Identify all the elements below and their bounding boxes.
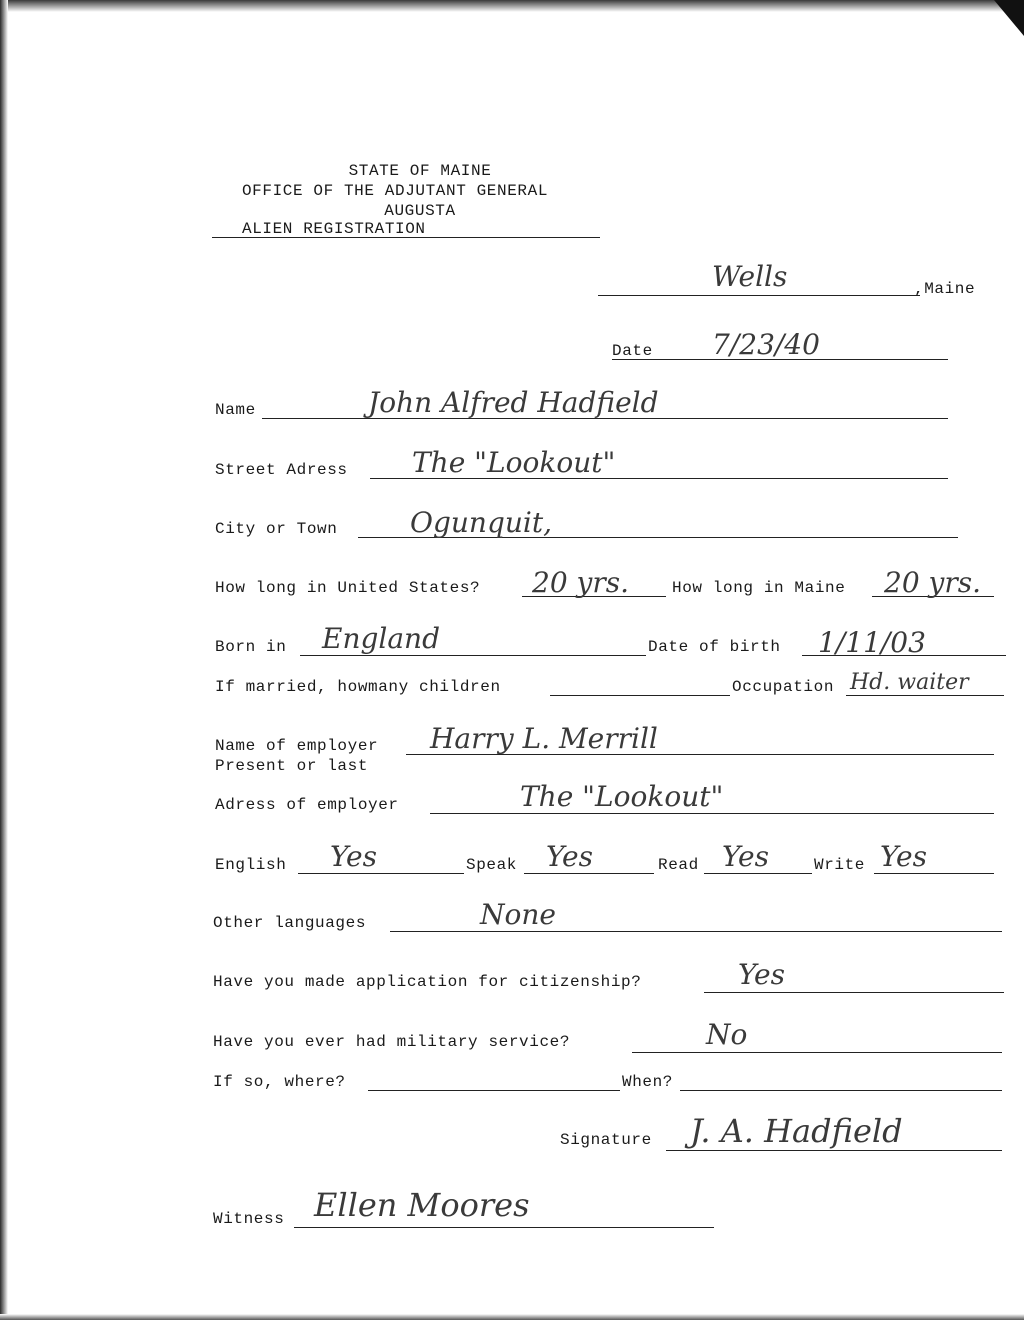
header-city: AUGUSTA [384,202,456,220]
header-rule [212,237,600,238]
page-bottom-edge [0,1314,1024,1320]
if-so-where-label: If so, where? [213,1073,346,1091]
date-value: 7/23/40 [712,328,820,361]
header-state: STATE OF MAINE [348,162,492,180]
born-in-line [300,655,646,656]
witness-label: Witness [213,1210,285,1228]
when-line [680,1090,1002,1091]
born-in-label: Born in [215,638,287,656]
page-left-edge [0,0,8,1320]
signature-label: Signature [560,1131,652,1149]
employer-address-line [430,813,994,814]
married-children-label: If married, howmany children [215,678,501,696]
signature-value: J. A. Hadfield [690,1112,903,1150]
speak-line [524,873,654,874]
if-so-where-line [368,1090,620,1091]
signature-line [666,1150,1002,1151]
other-languages-value: None [480,898,556,931]
witness-value: Ellen Moores [314,1186,530,1224]
write-value: Yes [880,840,927,873]
street-value: The "Lookout" [412,446,616,479]
when-label: When? [622,1073,674,1091]
present-or-last-label: Present or last [215,757,369,775]
married-children-line [550,695,730,696]
date-of-birth-label: Date of birth [648,638,781,656]
occupation-label: Occupation [732,678,835,696]
read-value: Yes [722,840,769,873]
date-label: Date [612,342,653,360]
born-in-value: England [322,622,441,655]
other-languages-label: Other languages [213,914,367,932]
employer-address-label: Adress of employer [215,796,399,814]
header-office: OFFICE OF THE ADJUTANT GENERAL [241,182,549,200]
employer-name-label: Name of employer [215,737,379,755]
speak-value: Yes [546,840,593,873]
military-line [632,1052,1002,1053]
citizenship-label: Have you made application for citizenship? [213,973,642,991]
name-value: John Alfred Hadfield [368,386,659,419]
witness-line [294,1227,714,1228]
header-title: ALIEN REGISTRATION [242,220,426,238]
military-value: No [706,1018,748,1051]
how-long-maine-label: How long in Maine [672,579,846,597]
maine-label: ,Maine [914,280,976,298]
city-value: Ogunquit, [410,506,553,539]
page-corner-fold [994,0,1024,36]
town-line [598,295,920,296]
how-long-us-label: How long in United States? [215,579,481,597]
date-of-birth-value: 1/11/03 [818,626,926,659]
how-long-us-value: 20 yrs. [532,566,630,599]
street-label: Street Adress [215,461,348,479]
english-value: Yes [330,840,377,873]
citizenship-line [704,992,1004,993]
citizenship-value: Yes [738,958,785,991]
employer-address-value: The "Lookout" [520,780,724,813]
english-label: English [215,856,287,874]
city-label: City or Town [215,520,338,538]
occupation-value: Hd. waiter [850,670,969,695]
how-long-maine-value: 20 yrs. [884,566,982,599]
read-line [704,873,812,874]
page-top-edge [0,0,1024,12]
town-value: Wells [712,260,788,293]
speak-label: Speak [466,856,518,874]
employer-name-value: Harry L. Merrill [430,722,658,755]
name-label: Name [215,401,256,419]
read-label: Read [658,856,699,874]
military-label: Have you ever had military service? [213,1033,571,1051]
write-line [874,873,994,874]
other-languages-line [390,931,1002,932]
write-label: Write [814,856,866,874]
english-line [298,873,464,874]
